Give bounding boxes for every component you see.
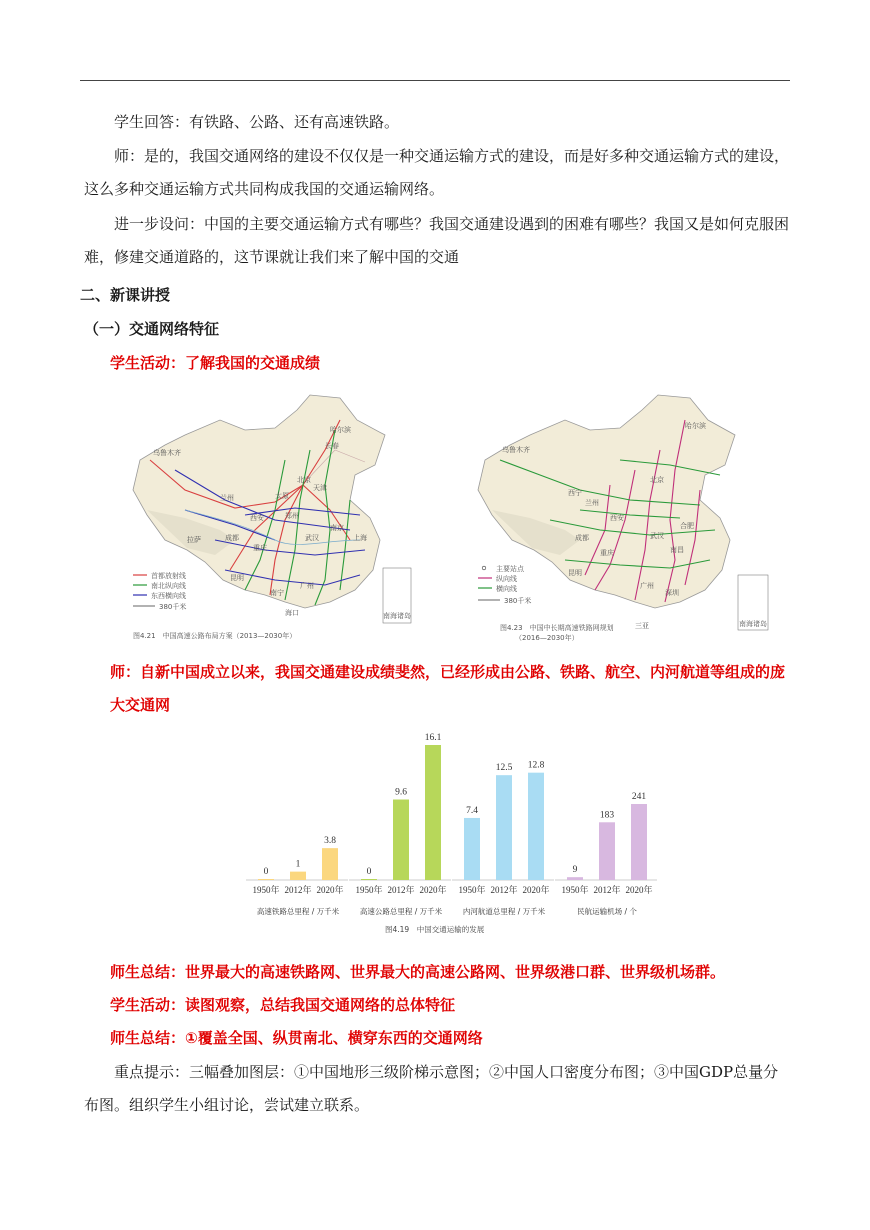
student-activity-1: 学生活动：了解我国的交通成绩	[110, 354, 321, 372]
summary-2: 师生总结：①覆盖全国、纵贯南北、横穿东西的交通网络	[110, 1029, 483, 1047]
map-caption: 图4.21 中国高速公路布局方案（2013—2030年）	[133, 632, 297, 640]
x-tick-label: 2012年	[284, 885, 312, 895]
city-label: 重庆	[253, 544, 267, 552]
bar	[567, 877, 583, 880]
bar	[464, 818, 480, 880]
header-rule	[80, 80, 790, 81]
bar	[599, 822, 615, 880]
chart-title: 图4.19 中国交通运输的发展	[385, 925, 485, 934]
city-label: 南宁	[270, 589, 284, 597]
city-label: 重庆	[600, 549, 614, 557]
city-label: 广州	[300, 582, 314, 590]
city-label: 南京	[330, 524, 344, 532]
city-label: 武汉	[650, 532, 664, 540]
city-label: 昆明	[230, 574, 244, 582]
city-label: 拉萨	[187, 536, 201, 544]
bar-value-label: 16.1	[424, 733, 442, 743]
city-label: 上海	[353, 534, 367, 542]
subsection-heading: （一）交通网络特征	[84, 320, 220, 338]
x-tick-label: 1950年	[355, 885, 383, 895]
bar	[322, 848, 338, 880]
legend-item: 南北纵向线	[151, 582, 186, 590]
paragraph-question: 进一步设问：中国的主要交通运输方式有哪些？我国交通建设遇到的困难有哪些？我国又是如何克服困难，修建交通道路的，这节课就让我们来了解中国的交通	[84, 215, 790, 266]
city-label: 武汉	[305, 534, 319, 542]
x-tick-label: 2020年	[316, 885, 344, 895]
teacher-statement	[110, 656, 790, 722]
bar	[631, 804, 647, 880]
legend-item: 主要站点	[496, 565, 524, 573]
city-label: 哈尔滨	[685, 422, 706, 430]
bar-value-label: 0	[263, 867, 269, 877]
city-label: 海口	[285, 609, 299, 617]
bar-value-label: 1	[295, 859, 301, 870]
bar	[361, 879, 377, 880]
scale-label: 380千米	[504, 597, 532, 605]
legend-item: 东西横向线	[151, 592, 186, 600]
city-label: 南昌	[670, 546, 684, 554]
map-caption-years: （2016—2030年）	[515, 634, 579, 642]
bar	[258, 879, 274, 880]
city-label: 西安	[610, 514, 624, 522]
x-tick-label: 1950年	[561, 885, 589, 895]
city-label: 成都	[575, 534, 589, 542]
bar	[528, 773, 544, 880]
transport-bar-chart	[240, 728, 660, 938]
city-label: 合肥	[680, 522, 694, 530]
city-label: 哈尔滨	[330, 426, 351, 434]
bar	[393, 800, 409, 880]
paragraph-student-answer: 学生回答：有铁路、公路、还有高速铁路。	[114, 113, 400, 131]
bar-value-label: 0	[366, 867, 372, 877]
bar	[425, 745, 441, 880]
summary-1: 师生总结：世界最大的高速铁路网、世界最大的高速公路网、世界级港口群、世界级机场群。	[110, 963, 726, 981]
scale-label: 380千米	[159, 603, 187, 611]
legend-item: 首都放射线	[151, 572, 186, 580]
bar-value-label: 3.8	[324, 836, 336, 847]
legend-item: 纵向线	[496, 575, 517, 583]
inset-label: 南海诸岛	[739, 620, 767, 628]
key-hint: 重点提示：三幅叠加图层：①中国地形三级阶梯示意图；②中国人口密度分布图；③中国GDP总量分布图。组织学生小组讨论，尝试建立联系。	[84, 1063, 779, 1114]
map-legend	[478, 564, 531, 605]
x-tick-label: 2020年	[625, 885, 653, 895]
map-legend	[133, 571, 186, 611]
city-label: 乌鲁木齐	[153, 449, 181, 457]
city-label: 北京	[297, 476, 311, 484]
city-label: 西安	[250, 514, 264, 522]
city-label: 昆明	[568, 569, 582, 577]
hsr-map	[470, 390, 780, 650]
paragraph-teacher: 师：是的，我国交通网络的建设不仅仅是一种交通运输方式的建设，而是好多种交通运输方式的建设，这么多种交通运输方式共同构成我国的交通运输网络。	[84, 147, 790, 198]
city-label: 北京	[650, 476, 664, 484]
group-label: 民航运输机场 / 个	[577, 907, 637, 916]
x-tick-label: 2012年	[490, 885, 518, 895]
city-label: 兰州	[220, 494, 234, 502]
bar	[496, 775, 512, 880]
group-label: 高速公路总里程 / 万千米	[359, 907, 443, 916]
bar-value-label: 241	[631, 792, 647, 802]
x-tick-label: 2020年	[419, 885, 447, 895]
x-tick-label: 2012年	[387, 885, 415, 895]
city-label: 郑州	[285, 512, 299, 520]
bar-value-label: 7.4	[466, 805, 478, 816]
section-heading: 二、新课讲授	[80, 286, 171, 304]
city-label: 广州	[640, 582, 654, 590]
city-label: 太原	[275, 492, 289, 500]
inset-label: 南海诸岛	[383, 612, 411, 620]
map-caption: 图4.23 中国中长期高速铁路网规划	[500, 624, 614, 632]
group-label: 内河航道总里程 / 万千米	[462, 907, 546, 916]
student-activity-2: 学生活动：读图观察，总结我国交通网络的总体特征	[110, 996, 456, 1014]
group-label: 高速铁路总里程 / 万千米	[256, 907, 340, 916]
x-tick-label: 1950年	[252, 885, 280, 895]
city-label: 长春	[325, 442, 339, 450]
x-tick-label: 2020年	[522, 885, 550, 895]
bar-value-label: 12.8	[527, 760, 545, 771]
city-label: 兰州	[585, 499, 599, 507]
bar-value-label: 183	[599, 810, 615, 821]
bar-value-label: 9.6	[395, 787, 407, 798]
bar	[290, 872, 306, 880]
legend-item: 横向线	[496, 585, 517, 593]
city-label: 西宁	[568, 489, 582, 497]
x-tick-label: 2012年	[593, 885, 621, 895]
city-label: 天津	[313, 484, 327, 492]
city-label: 乌鲁木齐	[502, 446, 530, 454]
city-label: 深圳	[665, 589, 679, 597]
bar-value-label: 12.5	[495, 763, 513, 774]
highway-map	[125, 390, 415, 645]
bar-value-label: 9	[572, 865, 578, 876]
x-tick-label: 1950年	[458, 885, 486, 895]
city-label: 成都	[225, 534, 239, 542]
teacher-statement-text: 师：自新中国成立以来，我国交通建设成绩斐然，已经形成由公路、铁路、航空、内河航道等组成的庞大交通网	[110, 663, 786, 714]
city-label: 三亚	[635, 622, 649, 630]
